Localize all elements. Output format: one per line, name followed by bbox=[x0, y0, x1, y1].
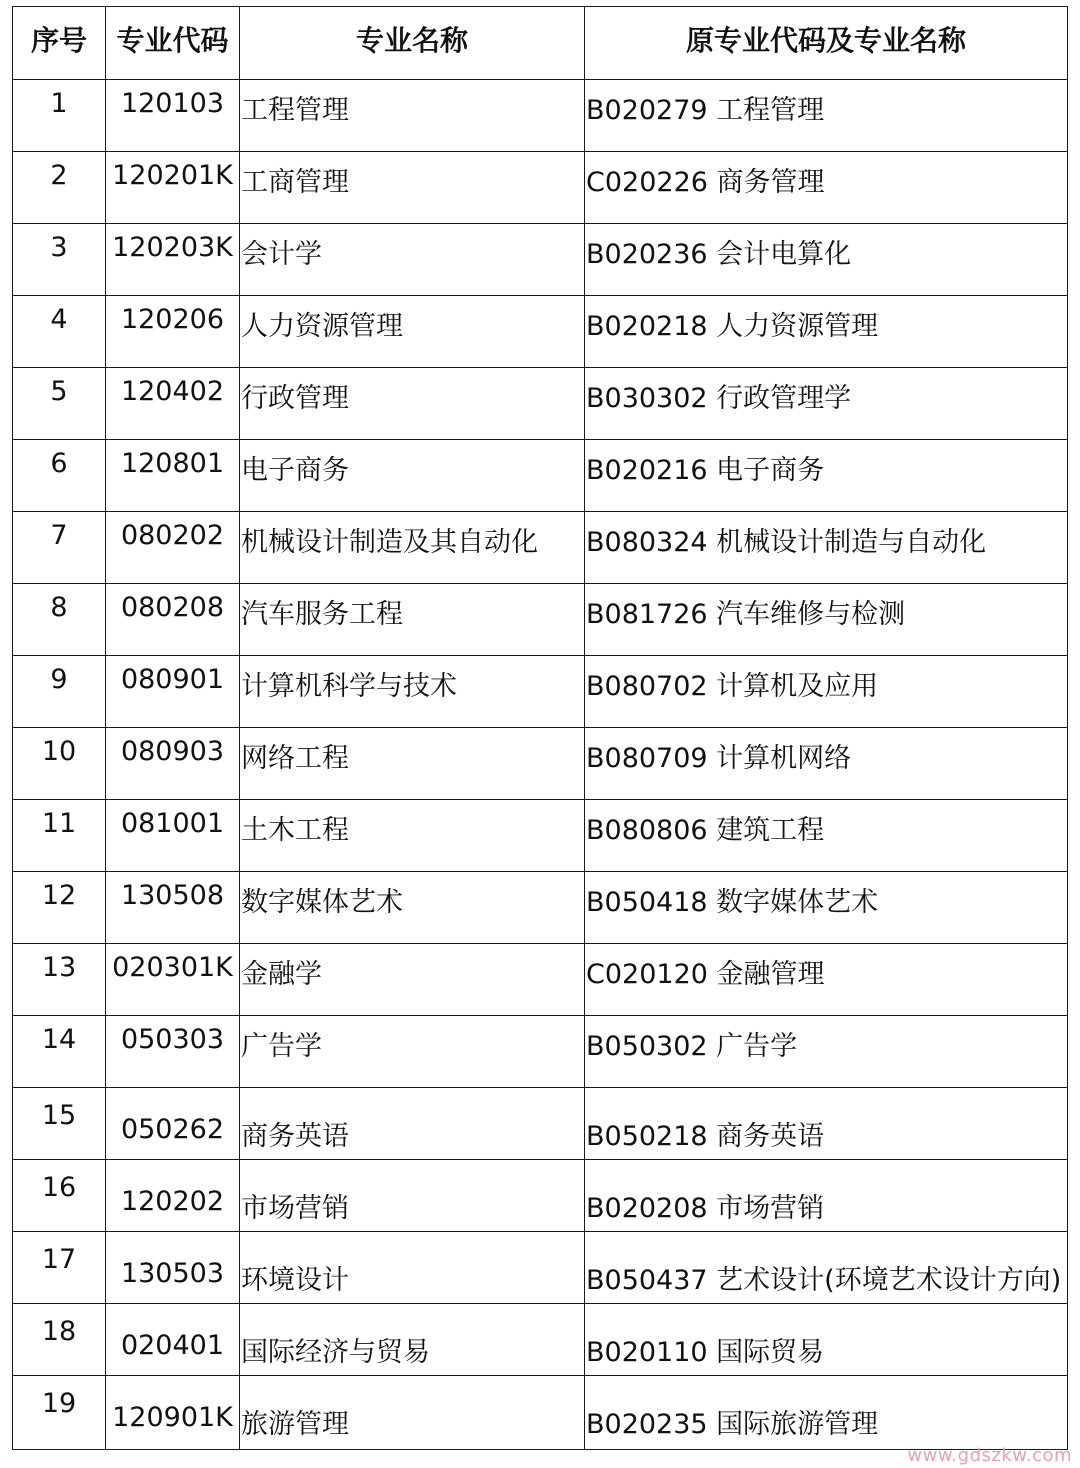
table-body bbox=[13, 80, 1068, 1450]
cell-seq: 18 bbox=[13, 1304, 106, 1376]
cell-seq: 3 bbox=[13, 224, 106, 296]
cell-orig: B080806 建筑工程 bbox=[585, 800, 1068, 872]
cell-orig: C020226 商务管理 bbox=[585, 152, 1068, 224]
cell-code: 080903 bbox=[106, 728, 240, 800]
cell-code: 130503 bbox=[106, 1232, 240, 1304]
cell-orig: B050418 数字媒体艺术 bbox=[585, 872, 1068, 944]
cell-name: 电子商务 bbox=[240, 440, 585, 512]
cell-code: 120103 bbox=[106, 80, 240, 152]
table-row bbox=[13, 584, 1068, 656]
cell-name: 汽车服务工程 bbox=[240, 584, 585, 656]
cell-orig: B080709 计算机网络 bbox=[585, 728, 1068, 800]
cell-seq: 6 bbox=[13, 440, 106, 512]
table-row bbox=[13, 800, 1068, 872]
cell-code: 130508 bbox=[106, 872, 240, 944]
cell-seq: 5 bbox=[13, 368, 106, 440]
table-row bbox=[13, 80, 1068, 152]
cell-name: 会计学 bbox=[240, 224, 585, 296]
cell-orig: B020235 国际旅游管理 bbox=[585, 1376, 1068, 1450]
cell-seq: 10 bbox=[13, 728, 106, 800]
cell-name: 商务英语 bbox=[240, 1088, 585, 1160]
cell-orig: B081726 汽车维修与检测 bbox=[585, 584, 1068, 656]
cell-name: 网络工程 bbox=[240, 728, 585, 800]
table-row bbox=[13, 872, 1068, 944]
cell-seq: 15 bbox=[13, 1088, 106, 1160]
table-row bbox=[13, 944, 1068, 1016]
table-row bbox=[13, 224, 1068, 296]
cell-name: 金融学 bbox=[240, 944, 585, 1016]
cell-orig: B020236 会计电算化 bbox=[585, 224, 1068, 296]
table-row bbox=[13, 728, 1068, 800]
cell-orig: B020110 国际贸易 bbox=[585, 1304, 1068, 1376]
header-code: 专业代码 bbox=[106, 7, 240, 80]
header-row bbox=[13, 7, 1068, 80]
table-row bbox=[13, 1304, 1068, 1376]
cell-name: 旅游管理 bbox=[240, 1376, 585, 1450]
cell-seq: 4 bbox=[13, 296, 106, 368]
cell-orig: B080702 计算机及应用 bbox=[585, 656, 1068, 728]
header-orig: 原专业代码及专业名称 bbox=[585, 7, 1068, 80]
cell-name: 行政管理 bbox=[240, 368, 585, 440]
watermark: www.gdszkw.com bbox=[907, 1445, 1072, 1466]
table-row bbox=[13, 512, 1068, 584]
header-name: 专业名称 bbox=[240, 7, 585, 80]
cell-seq: 11 bbox=[13, 800, 106, 872]
cell-seq: 9 bbox=[13, 656, 106, 728]
cell-name: 国际经济与贸易 bbox=[240, 1304, 585, 1376]
cell-code: 120402 bbox=[106, 368, 240, 440]
cell-name: 人力资源管理 bbox=[240, 296, 585, 368]
table-row bbox=[13, 656, 1068, 728]
cell-name: 市场营销 bbox=[240, 1160, 585, 1232]
cell-seq: 13 bbox=[13, 944, 106, 1016]
cell-name: 数字媒体艺术 bbox=[240, 872, 585, 944]
cell-orig: B050437 艺术设计(环境艺术设计方向) bbox=[585, 1232, 1068, 1304]
cell-seq: 1 bbox=[13, 80, 106, 152]
cell-orig: B020216 电子商务 bbox=[585, 440, 1068, 512]
major-table bbox=[12, 6, 1068, 1450]
cell-code: 120801 bbox=[106, 440, 240, 512]
cell-code: 120901K bbox=[106, 1376, 240, 1450]
cell-code: 080202 bbox=[106, 512, 240, 584]
cell-code: 120206 bbox=[106, 296, 240, 368]
cell-code: 020401 bbox=[106, 1304, 240, 1376]
cell-code: 050262 bbox=[106, 1088, 240, 1160]
cell-code: 081001 bbox=[106, 800, 240, 872]
table-row bbox=[13, 368, 1068, 440]
cell-code: 020301K bbox=[106, 944, 240, 1016]
table-row bbox=[13, 296, 1068, 368]
cell-orig: B020279 工程管理 bbox=[585, 80, 1068, 152]
cell-name: 计算机科学与技术 bbox=[240, 656, 585, 728]
cell-seq: 7 bbox=[13, 512, 106, 584]
table-row bbox=[13, 1016, 1068, 1088]
cell-code: 120203K bbox=[106, 224, 240, 296]
cell-code: 120202 bbox=[106, 1160, 240, 1232]
table-row bbox=[13, 152, 1068, 224]
header-seq: 序号 bbox=[13, 7, 106, 80]
cell-seq: 2 bbox=[13, 152, 106, 224]
cell-code: 080901 bbox=[106, 656, 240, 728]
cell-name: 工程管理 bbox=[240, 80, 585, 152]
cell-code: 120201K bbox=[106, 152, 240, 224]
cell-seq: 17 bbox=[13, 1232, 106, 1304]
table-header bbox=[13, 7, 1068, 80]
cell-name: 环境设计 bbox=[240, 1232, 585, 1304]
cell-orig: C020120 金融管理 bbox=[585, 944, 1068, 1016]
table-row bbox=[13, 440, 1068, 512]
cell-name: 广告学 bbox=[240, 1016, 585, 1088]
cell-name: 工商管理 bbox=[240, 152, 585, 224]
cell-orig: B080324 机械设计制造与自动化 bbox=[585, 512, 1068, 584]
cell-orig: B050218 商务英语 bbox=[585, 1088, 1068, 1160]
cell-orig: B020208 市场营销 bbox=[585, 1160, 1068, 1232]
cell-seq: 16 bbox=[13, 1160, 106, 1232]
cell-code: 050303 bbox=[106, 1016, 240, 1088]
cell-seq: 14 bbox=[13, 1016, 106, 1088]
cell-seq: 8 bbox=[13, 584, 106, 656]
cell-seq: 12 bbox=[13, 872, 106, 944]
cell-seq: 19 bbox=[13, 1376, 106, 1450]
table-row bbox=[13, 1232, 1068, 1304]
table-row bbox=[13, 1160, 1068, 1232]
table-row bbox=[13, 1088, 1068, 1160]
cell-orig: B050302 广告学 bbox=[585, 1016, 1068, 1088]
cell-name: 机械设计制造及其自动化 bbox=[240, 512, 585, 584]
cell-code: 080208 bbox=[106, 584, 240, 656]
table-row bbox=[13, 1376, 1068, 1450]
cell-orig: B030302 行政管理学 bbox=[585, 368, 1068, 440]
cell-name: 土木工程 bbox=[240, 800, 585, 872]
cell-orig: B020218 人力资源管理 bbox=[585, 296, 1068, 368]
